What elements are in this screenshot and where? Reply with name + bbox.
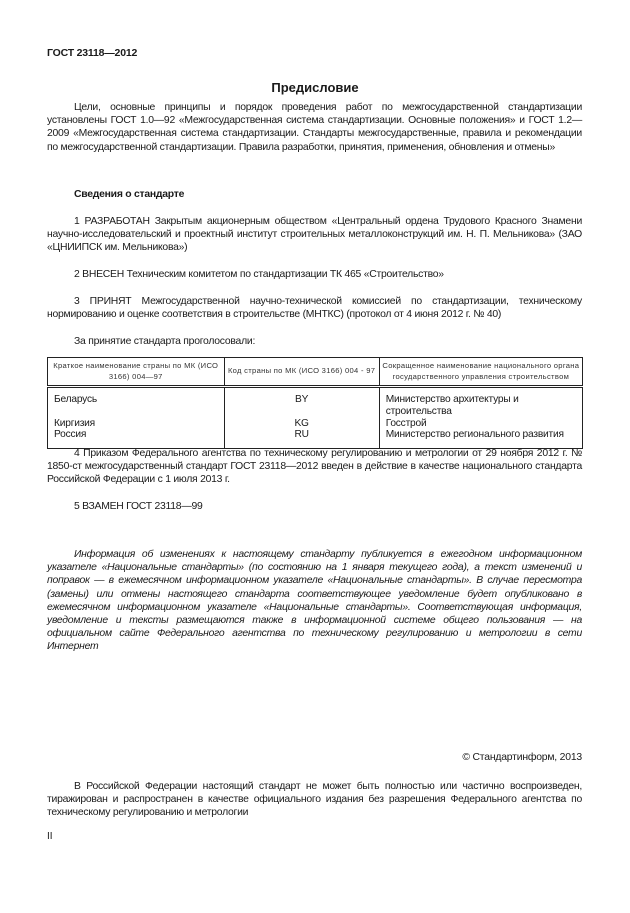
- item-replaces-text: 5 ВЗАМЕН ГОСТ 23118—99: [74, 501, 203, 512]
- page-title: Предисловие: [271, 80, 359, 95]
- vote-intro-text: За принятие стандарта проголосовали:: [74, 336, 256, 347]
- intro-paragraph: [47, 101, 582, 154]
- rights-notice: [47, 780, 582, 820]
- item-replaces: [47, 500, 582, 513]
- page-number: II: [47, 831, 53, 842]
- table-row: [48, 429, 583, 448]
- authority-cell: Министерство архитектуры и строительства: [379, 387, 582, 418]
- column-header-country: Краткое наименование страны по МК (ИСО 3166) 004—97: [48, 358, 225, 387]
- item-enacted-text: 4 Приказом Федерального агентства по техническому регулированию и метрологии от 29 ноября 2012 г. № 1850-ст межгосударственный стандарт ГОСТ 23118—2012 введен в действие в качестве национального стандарта Российской Федерации с 1 июля 2013 г.: [47, 448, 582, 486]
- standard-info-heading-text: Сведения о стандарте: [74, 189, 185, 200]
- vote-table: [47, 357, 583, 449]
- table-row: [48, 387, 583, 418]
- item-introduced-text: 2 ВНЕСЕН Техническим комитетом по стандартизации ТК 465 «Строительство»: [74, 269, 444, 280]
- code-cell: KG: [224, 418, 379, 430]
- column-header-code: Код страны по МК (ИСО 3166) 004 - 97: [224, 358, 379, 387]
- item-adopted-text: 3 ПРИНЯТ Межгосударственной научно-технической комиссией по стандартизации, техническому нормированию и оценке соответствия в строительстве (МНТКС) (протокол от 4 июня 2012 г. № 40): [47, 296, 582, 321]
- document-code: ГОСТ 23118—2012: [47, 47, 138, 59]
- table-row: [48, 418, 583, 430]
- item-developed-text: 1 РАЗРАБОТАН Закрытым акционерным обществом «Центральный ордена Трудового Красного Знамени научно-исследовательский и проектный институт строительных металлоконструкций им. Н. П. Мельникова» (ЗАО «ЦНИИПСК им. Мельникова»): [47, 216, 582, 254]
- item-developed: [47, 215, 582, 255]
- change-info-notice-text: Информация об изменениях к настоящему стандарту публикуется в ежегодном информационном указателе «Национальные стандарты» (по состоянию на 1 января текущего года), а текст изменений и поправок — в ежемесячном информационном указателе «Национальные стандарты». В случае пересмотра (замены) или отмены настоящего стандарта соответствующее уведомление будет опубликовано в ежемесячном информационном указателе «Национальные стандарты». Соответствующая информация, уведомление и тексты размещаются также в информационной системе общего пользования — на официальном сайте Федерального агентства по техническому регулированию и метрологии в сети Интернет: [47, 549, 582, 653]
- vote-table-header-row: [48, 358, 583, 387]
- item-enacted: [47, 447, 582, 487]
- authority-cell: Министерство регионального развития: [379, 429, 582, 448]
- country-cell: Киргизия: [48, 418, 225, 430]
- item-adopted: [47, 295, 582, 321]
- country-cell: Россия: [48, 429, 225, 448]
- code-cell: RU: [224, 429, 379, 448]
- code-cell: BY: [224, 387, 379, 418]
- vote-intro: [47, 335, 582, 348]
- column-header-authority: Сокращенное наименование национального органа государственного управления строительством: [379, 358, 582, 387]
- copyright: © Стандартинформ, 2013: [462, 752, 582, 763]
- item-introduced: [47, 268, 582, 281]
- authority-cell: Госстрой: [379, 418, 582, 430]
- change-info-notice: [47, 548, 582, 654]
- rights-notice-text: В Российской Федерации настоящий стандарт не может быть полностью или частично воспроизведен, тиражирован и распространен в качестве официального издания без разрешения Федерального агентства по техническому регулированию и метрологии: [47, 781, 582, 819]
- standard-info-heading: [47, 188, 582, 201]
- country-cell: Беларусь: [48, 387, 225, 418]
- intro-text: Цели, основные принципы и порядок проведения работ по межгосударственной стандартизации установлены ГОСТ 1.0—92 «Межгосударственная система стандартизации. Основные положения» и ГОСТ 1.2—2009 «Межгосударственная система стандартизации. Стандарты межгосударственные, правила и рекомендации по межгосударственной стандартизации. Правила разработки, принятия, применения, обновления и отмены»: [47, 102, 582, 153]
